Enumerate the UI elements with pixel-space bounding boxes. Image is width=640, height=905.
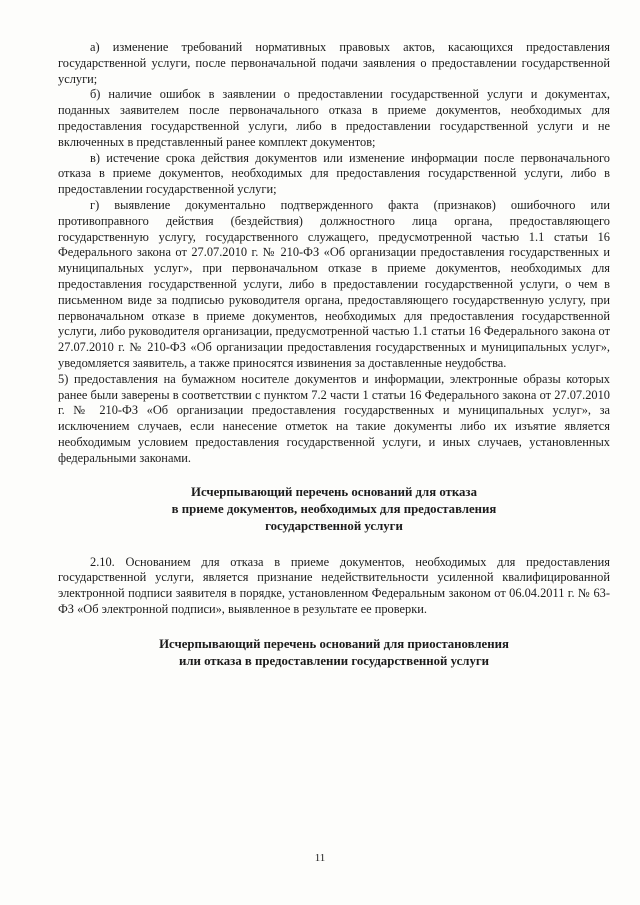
paragraph-item-a: а) изменение требований нормативных правовых актов, касающихся предоставления государственной услуги, после первоначальной подачи заявления о предоставлении государственной услуги; bbox=[58, 40, 610, 86]
heading-line: в приеме документов, необходимых для предоставления bbox=[171, 501, 497, 516]
heading-line: государственной услуги bbox=[265, 518, 403, 533]
paragraph-item-b: б) наличие ошибок в заявлении о предоставлении государственной услуги и документах, поданных заявителем после первоначального отказа в приеме документов, необходимых для предоставления государственной услуги, либо в предоставлении государственной услуги и не включенных в представленный ранее комплект документов; bbox=[58, 87, 610, 149]
section-heading-refusal-documents bbox=[58, 484, 610, 535]
section-heading-suspension bbox=[58, 636, 610, 670]
document-body bbox=[58, 40, 610, 670]
paragraph-item-g: г) выявление документально подтвержденного факта (признаков) ошибочного или противоправного действия (бездействия) должностного лица органа, предоставляющего государственную услугу, государственного служащего, предусмотренной частью 1.1 статьи 16 Федерального закона от 27.07.2010 г. № 210-ФЗ «Об организации предоставления государственных и муниципальных услуг», при первоначальном отказе в приеме документов, необходимых для предоставления государственной услуги, либо в предоставлении государственной услуги, о чем в письменном виде за подписью руководителя органа, предоставляющего государственную услугу, при первоначальном отказе в приеме документов, необходимых для предоставления государственной услуги, либо руководителя организации, предусмотренной частью 1.1 статьи 16 Федерального закона от 27.07.2010 г. № 210-ФЗ «Об организации предоставления государственных и муниципальных услуг», уведомляется заявитель, а также приносятся извинения за доставленные неудобства. bbox=[58, 197, 610, 370]
paragraph-item-v: в) истечение срока действия документов или изменение информации после первоначального отказа в приеме документов, необходимых для предоставления государственной услуги, либо в предоставлении государственной услуги; bbox=[58, 150, 610, 197]
heading-line: или отказа в предоставлении государственной услуги bbox=[178, 653, 490, 668]
heading-line: Исчерпывающий перечень оснований для приостановления bbox=[159, 636, 509, 651]
paragraph-2-10: 2.10. Основанием для отказа в приеме документов, необходимых для предоставления государственной услуги, является признание недействительности усиленной квалифицированной электронной подписи заявителя в порядке, установленном Федеральным законом от 06.04.2011 г. № 63-ФЗ «Об электронной подписи», выявленное в результате ее проверки. bbox=[58, 554, 610, 616]
heading-line: Исчерпывающий перечень оснований для отказа bbox=[191, 484, 477, 499]
page-number: 11 bbox=[314, 852, 326, 864]
paragraph-item-5: 5) предоставления на бумажном носителе документов и информации, электронные образы которых ранее были заверены в соответствии с пунктом 7.2 части 1 статьи 16 Федерального закона от 27.07.2010 г. № 210-ФЗ «Об организации предоставления государственных и муниципальных услуг», за исключением случаев, если нанесение отметок на такие документы либо их изъятие является необходимым условием предоставления государственной услуги, и иных случаев, установленных федеральными законами. bbox=[58, 371, 610, 465]
